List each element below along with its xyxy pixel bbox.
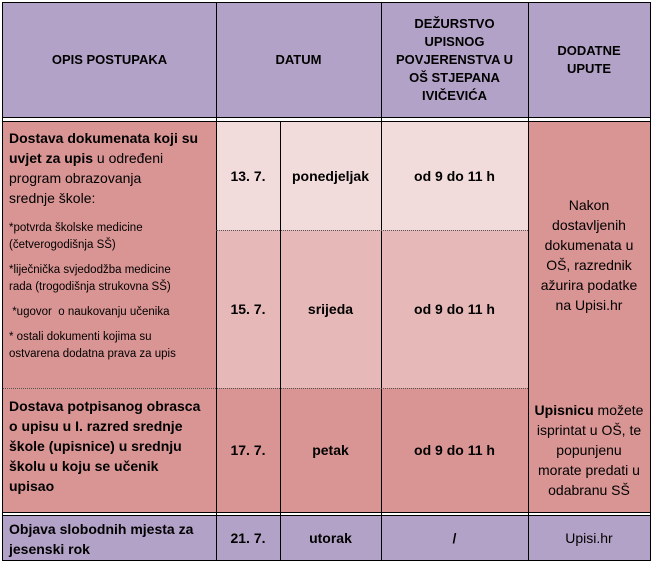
note-razrednik-line: na Upisi.hr (555, 297, 623, 313)
note-razrednik-line: dokumenata u (544, 237, 634, 253)
row-date: 15. 7. (216, 230, 280, 388)
border-col1 (216, 2, 217, 561)
row-date: 17. 7. (216, 388, 280, 512)
row-day: utorak (280, 516, 381, 560)
border-left (2, 2, 3, 561)
header-upute-line: UPUTE (566, 61, 612, 76)
border-col3 (528, 2, 529, 561)
row-day: petak (280, 388, 381, 512)
border-right (650, 2, 651, 561)
note-razrednik-line: dostavljenih (552, 217, 626, 233)
row-date: 13. 7. (216, 122, 280, 230)
header-dezurstvo-line: UPISNOG (424, 34, 485, 49)
note-line: *liječnička svjedodžba medicine (9, 264, 171, 276)
border-body-bottom (2, 512, 651, 513)
header-dezurstvo-line: DEŽURSTVO (414, 16, 495, 31)
note-line: *potvrda školske medicine (9, 222, 143, 234)
upisnica-line: škole (upisnice) u srednju (9, 438, 182, 454)
border-body-top (2, 121, 651, 122)
dotted-divider (3, 388, 528, 389)
note-line: *ugovor o naukovanju učenika (9, 306, 170, 318)
header-dodatne-upute (528, 3, 650, 117)
note-upisnica-line: popunjenu (556, 442, 622, 458)
row-time: / (381, 516, 528, 560)
border-last-top (2, 515, 651, 516)
note-razrednik-line: OŠ, razrednik (546, 257, 632, 273)
row-day: ponedjeljak (280, 122, 381, 230)
note-razrednik (528, 122, 650, 388)
slobodna-mjesta-line: jesenski rok (9, 541, 90, 557)
note-upisi-hr: Upisi.hr (528, 516, 650, 560)
header-dezurstvo-line: OŠ STJEPANA (409, 70, 500, 85)
description-upisnica (3, 388, 216, 512)
description-documents (3, 122, 216, 388)
note-line: * ostali dokumenti kojima su (9, 331, 152, 343)
border-top (2, 2, 651, 3)
upisnica-line: upisao (9, 478, 55, 494)
note-upisnica-line: isprintat u OŠ, te (536, 422, 642, 438)
border-header-bottom (2, 117, 651, 118)
description-documents-text: Dostava dokumenata koji su uvjet za upis u određeni program obrazovanja srednje škole: (9, 130, 199, 206)
note-line: ostvarena dodatna prava za upis (9, 348, 176, 360)
note-upisnica-line: morate predati u (538, 462, 640, 478)
border-col2 (381, 2, 382, 561)
header-opis-postupaka: OPIS POSTUPAKA (3, 3, 216, 117)
upisnica-line: Dostava potpisanog obrasca (9, 398, 201, 414)
note-upisnica-first-line: Upisnicu možete (534, 402, 644, 418)
note-razrednik-line: ažurira podatke (540, 277, 638, 293)
note-upisnica (528, 388, 650, 512)
note-upisnica-line: odabranu SŠ (548, 482, 630, 498)
dotted-divider (216, 230, 528, 231)
border-col-date (280, 121, 281, 561)
row-time: od 9 do 11 h (381, 388, 528, 512)
border-bottom (2, 560, 651, 561)
note-razrednik-line: Nakon (568, 197, 610, 213)
header-dezurstvo-line: IVIČEVIĆA (421, 88, 487, 103)
row-time: od 9 do 11 h (381, 122, 528, 230)
note-line: rada (trogodišnja strukovna SŠ) (9, 281, 171, 293)
row-date: 21. 7. (216, 516, 280, 560)
header-dezurstvo-line: POVJERENSTVA U (395, 52, 514, 67)
description-slobodna-mjesta (3, 516, 216, 560)
header-upute-line: DODATNE (557, 43, 621, 58)
upisnica-line: školu u koju se učenik (9, 458, 159, 474)
row-day: srijeda (280, 230, 381, 388)
upisnica-line: o upisu u I. razred srednje (9, 418, 183, 434)
slobodna-mjesta-line: Objava slobodnih mjesta za (9, 521, 194, 537)
header-dezurstvo (381, 3, 528, 117)
note-line: (četverogodišnja SŠ) (9, 239, 116, 251)
header-datum: DATUM (216, 3, 381, 117)
row-time: od 9 do 11 h (381, 230, 528, 388)
required-documents-list (9, 220, 210, 363)
